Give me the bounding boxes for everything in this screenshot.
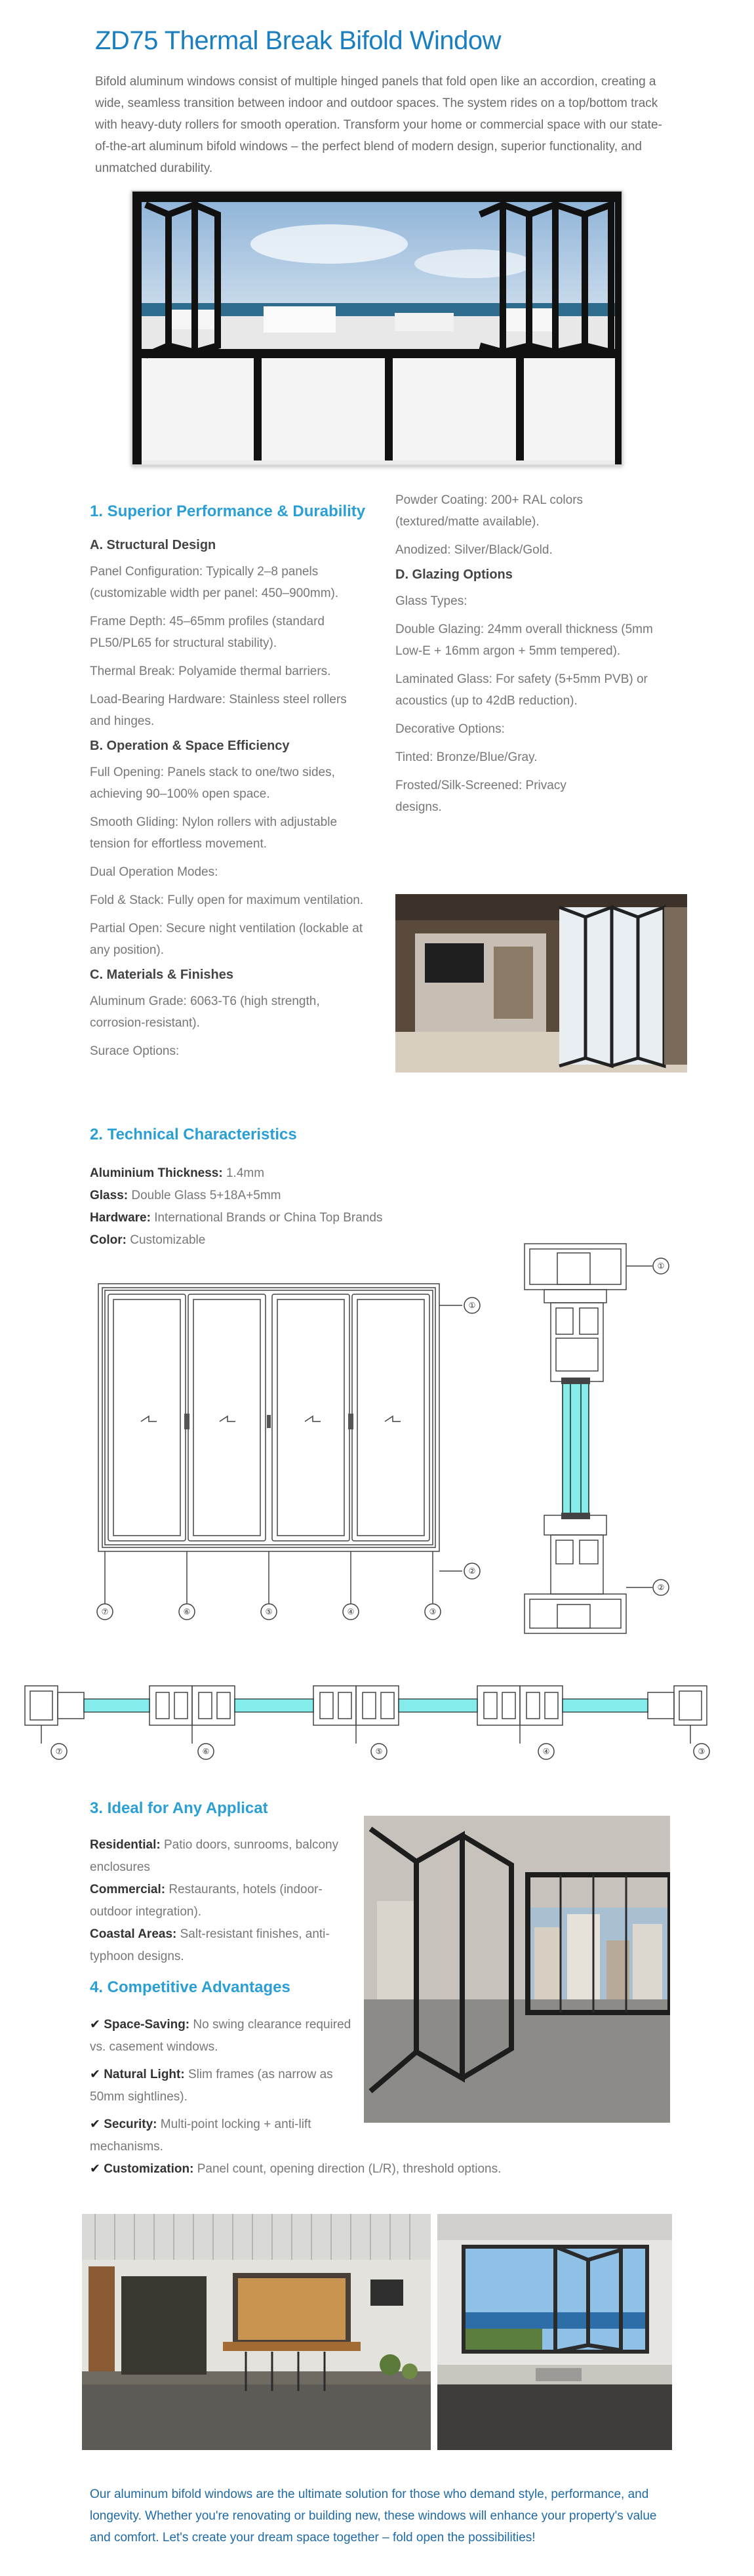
application-residential: Residential: Patio doors, sunrooms, balcony enclosures: [90, 1838, 339, 1874]
section3-heading: 3. Ideal for Any Applicat: [90, 1799, 268, 1817]
list-item: Dual Operation Modes:: [90, 865, 218, 879]
callout-label: ②: [468, 1566, 476, 1576]
advantage-customization: ✔ Customization: Panel count, opening direction (L/R), threshold options.: [90, 2162, 502, 2176]
spec-glass: Glass: Double Glass 5+18A+5mm: [90, 1189, 281, 1202]
application-commercial: Commercial: Restaurants, hotels (indoor-outdoor integration).: [90, 1883, 323, 1919]
applications-list: [90, 1834, 352, 1968]
callout-label: ④: [347, 1607, 355, 1616]
callout-label: ⑦: [55, 1747, 63, 1756]
sea-view-kitchen-photo: [437, 2214, 672, 2450]
spec-aluminium-thickness: Aluminium Thickness: 1.4mm: [90, 1166, 265, 1180]
section1-left-column: [90, 538, 365, 1069]
callout-label: ⑤: [375, 1747, 383, 1756]
callout-label: ①: [468, 1301, 476, 1310]
section4-heading: 4. Competitive Advantages: [90, 1978, 290, 1996]
list-item: Aluminum Grade: 6063-T6 (high strength, corrosion-resistant).: [90, 994, 320, 1030]
advantage-space-saving: ✔ Space-Saving: No swing clearance required vs. casement windows.: [90, 2018, 351, 2054]
list-item: Surace Options:: [90, 1044, 180, 1058]
callout-label: ②: [657, 1583, 665, 1592]
horizontal-section-drawing: [18, 1666, 740, 1765]
list-item: Frame Depth: 45–65mm profiles (standard PL50/PL65 for structural stability).: [90, 615, 325, 650]
list-item: Full Opening: Panels stack to one/two sides, achieving 90–100% open space.: [90, 766, 335, 801]
application-coastal: Coastal Areas: Salt-resistant finishes, anti-typhoon designs.: [90, 1927, 330, 1963]
list-item: Anodized: Silver/Black/Gold.: [395, 543, 553, 557]
callout-label: ④: [542, 1747, 550, 1756]
tech-specs-list: [90, 1162, 549, 1252]
materials-heading: C. Materials & Finishes: [90, 968, 233, 982]
vertical-section-drawing: [518, 1240, 679, 1660]
check-icon: ✔: [90, 2117, 100, 2131]
list-item: Glass Types:: [395, 594, 467, 608]
check-icon: ✔: [90, 2068, 100, 2081]
list-item: Powder Coating: 200+ RAL colors (textured/matte available).: [395, 493, 584, 529]
interior-bifold-photo: [395, 894, 687, 1073]
callout-label: ③: [698, 1747, 705, 1756]
list-item: Panel Configuration: Typically 2–8 panels (customizable width per panel: 450–900mm).: [90, 565, 339, 600]
callout-label: ①: [657, 1261, 665, 1271]
list-item: Fold & Stack: Fully open for maximum ventilation.: [90, 893, 364, 907]
section1-heading: 1. Superior Performance & Durability: [90, 502, 366, 520]
advantages-list: [90, 2014, 365, 2163]
list-item: Partial Open: Secure night ventilation (lockable at any position).: [90, 922, 363, 957]
advantage-security: ✔ Security: Multi-point locking + anti-lift mechanisms.: [90, 2117, 311, 2154]
list-item: Double Glazing: 24mm overall thickness (5mm Low-E + 16mm argon + 5mm tempered).: [395, 623, 653, 658]
list-item: Tinted: Bronze/Blue/Gray.: [395, 750, 538, 764]
closing-paragraph: Our aluminum bifold windows are the ultimate solution for those who demand style, performance, and longevity. Whether you're renovating or building new, these windows will enhance your property's value and comfort. Let's create your dream space together – fold open the possibilities!: [90, 2487, 657, 2545]
list-item: Decorative Options:: [395, 722, 505, 736]
list-item: Load-Bearing Hardware: Stainless steel rollers and hinges.: [90, 693, 347, 728]
advantage-natural-light: ✔ Natural Light: Slim frames (as narrow as 50mm sightlines).: [90, 2068, 333, 2104]
spec-hardware: Hardware: International Brands or China Top Brands: [90, 1211, 383, 1225]
spec-color: Color: Customizable: [90, 1233, 206, 1247]
callout-label: ⑤: [265, 1607, 273, 1616]
callout-label: ⑦: [101, 1607, 109, 1616]
patio-kitchen-photo: [82, 2214, 431, 2450]
check-icon: ✔: [90, 2018, 100, 2032]
callout-label: ⑥: [183, 1607, 191, 1616]
elevation-drawing: [89, 1276, 495, 1630]
list-item: Laminated Glass: For safety (5+5mm PVB) or acoustics (up to 42dB reduction).: [395, 672, 648, 708]
hero-bifold-window-photo: [131, 190, 623, 466]
list-item: Frosted/Silk-Screened: Privacy designs.: [395, 779, 566, 814]
structural-design-heading: A. Structural Design: [90, 538, 216, 552]
list-item: Smooth Gliding: Nylon rollers with adjustable tension for effortless movement.: [90, 815, 338, 851]
glazing-heading: D. Glazing Options: [395, 567, 513, 582]
operation-heading: B. Operation & Space Efficiency: [90, 739, 290, 753]
check-icon: ✔: [90, 2162, 100, 2176]
page-title: ZD75 Thermal Break Bifold Window: [95, 26, 502, 55]
list-item: Thermal Break: Polyamide thermal barriers.: [90, 664, 331, 678]
section2-heading: 2. Technical Characteristics: [90, 1126, 297, 1143]
intro-paragraph: Bifold aluminum windows consist of multiple hinged panels that fold open like an accordion, creating a wide, seamless transition between indoor and outdoor spaces. The system rides on a top/bottom track with heavy-duty rollers for smooth operation. Transform your home or commercial space with our state-of-the-art aluminum bifold windows – the perfect blend of modern design, superior functionality, and unmatched durability.: [95, 75, 662, 175]
section1-right-column: [395, 489, 661, 825]
callout-label: ⑥: [202, 1747, 210, 1756]
highrise-bifold-photo: [364, 1816, 670, 2123]
callout-label: ③: [429, 1607, 437, 1616]
